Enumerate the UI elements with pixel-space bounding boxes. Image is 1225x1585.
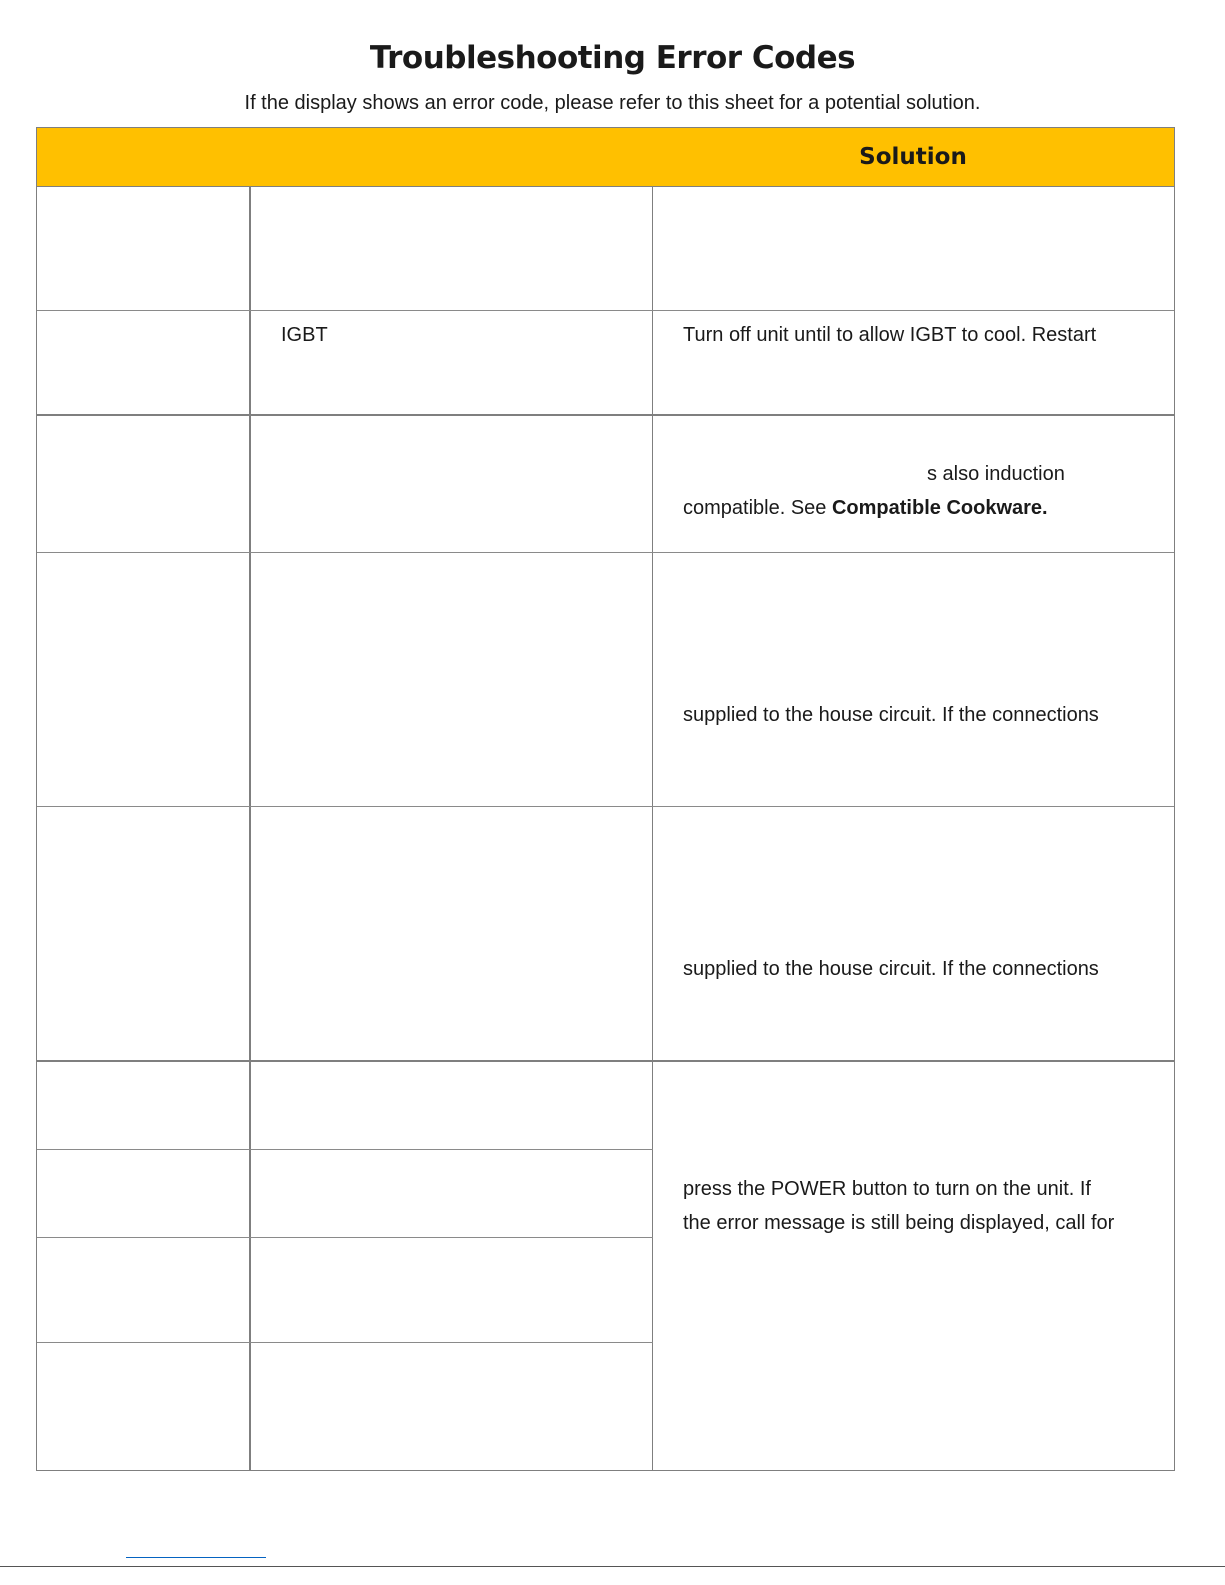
row-divider [37,1149,653,1150]
solution-cell: supplied to the house circuit. If the connections [683,958,1099,980]
cause-cell: IGBT [281,324,328,346]
column-divider-2 [652,187,653,1471]
error-codes-table [36,127,1175,1471]
footer-link-underline[interactable] [126,1557,266,1558]
solution-cell: supplied to the house circuit. If the connections [683,704,1099,726]
row-divider [37,1237,653,1238]
table-header [37,128,1174,187]
row-divider [37,414,1174,416]
footer-divider [0,1566,1225,1567]
row-divider [37,310,1174,311]
compatible-cookware-reference: Compatible Cookware. [831,497,1048,519]
merged-solution-line: press the POWER button to turn on the unit. If [683,1178,1091,1200]
merged-solution-line: the error message is still being displayed, call for [683,1212,1115,1234]
row-divider [37,1342,653,1343]
solution-cell-line: s also induction [927,463,1065,485]
header-solution: Solution [859,144,967,170]
solution-cell-line [683,491,1048,525]
page-title: Troubleshooting Error Codes [369,40,856,76]
column-divider-1 [249,187,251,1471]
row-divider [37,1060,1174,1062]
row-divider [37,552,1174,553]
solution-cell: Turn off unit until to allow IGBT to cool. Restart [683,324,1097,346]
solution-text: compatible. See [683,497,832,519]
row-divider [37,806,1174,807]
page-subtitle: If the display shows an error code, please refer to this sheet for a potential solution. [244,92,981,114]
